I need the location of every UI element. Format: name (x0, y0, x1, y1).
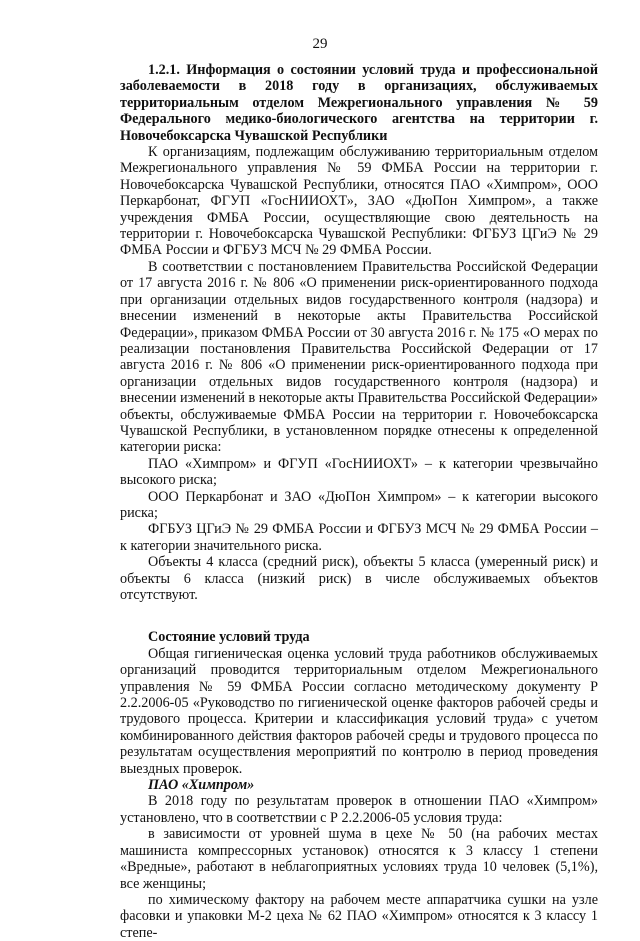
paragraph-absent-classes: Объекты 4 класса (средний риск), объекты 5 класса (умеренный риск) и объекты 6 класса (низкий риск) в числе обслуживаемых объектов отсутствуют. (120, 554, 598, 603)
paragraph-noise-factor: в зависимости от уровней шума в цехе № 50 (на рабочих местах машиниста компрессорных установок) относятся к 3 классу 1 степени «Вредные», работают в неблагоприятных условиях труда 10 человек (5,1%), все женщины; (120, 826, 598, 892)
paragraph-organizations: К организациям, подлежащим обслуживанию территориальным отделом Межрегионального управления № 59 ФМБА России на территории г. Новочебоксарска Чувашской Республики, относятся ПАО «Химпром», ООО Перкарбонат, ФГУП «ГосНИИОХТ», ЗАО «ДюПон Химпром», а также учреждения ФМБА России, осуществляющие свою деятельность на территории г. Новочебоксарска Чувашской Республики: ФГБУЗ ЦГиЭ № 29 ФМБА России и ФГБУЗ МСЧ № 29 ФМБА России. (120, 144, 598, 259)
paragraph-risk-regulation: В соответствии с постановлением Правительства Российской Федерации от 17 августа 2016 г. № 806 «О применении риск-ориентированного подхода при организации отдельных видов государственного контроля (надзора) и внесении изменений в некоторые акты Правительства Российской Федерации», приказом ФМБА России от 30 августа 2016 г. № 175 «О мерах по реализации постановления Правительства Российской Федерации от 17 августа 2016 г. № 806 «О применении риск-ориентированного подхода при организации отдельных видов государственного контроля (надзора) и внесении изменений в некоторые акты Правительства Российской Федерации» объекты, обслуживаемые ФМБА России на территории г. Новочебоксарска Чувашской Республики, в установленном порядке отнесены к определенной категории риска: (120, 258, 598, 456)
paragraph-significant-risk: ФГБУЗ ЦГиЭ № 29 ФМБА России и ФГБУЗ МСЧ № 29 ФМБА России – к категории значительного риска. (120, 521, 598, 554)
page-number: 29 (312, 36, 328, 52)
document-body (120, 62, 598, 941)
paragraph-chemical-factor: по химическому фактору на рабочем месте аппаратчика сушки на узле фасовки и упаковки М-2 цеха № 62 ПАО «Химпром» относятся к 3 классу 1 степе- (120, 891, 598, 941)
subsection-title: Состояние условий труда (148, 629, 310, 646)
section-title: 1.2.1. Информация о состоянии условий труда и профессиональной заболеваемости в 2018 году в организациях, обслуживаемых территориальным отделом Межрегионального управления № 59 Федерального медико-биологического агентства на территории г. Новочебоксарска Чувашской Республики (120, 62, 598, 144)
paragraph-high-risk: ООО Перкарбонат и ЗАО «ДюПон Химпром» – к категории высокого риска; (120, 488, 598, 521)
paragraph-extreme-risk: ПАО «Химпром» и ФГУП «ГосНИИОХТ» – к категории чрезвычайно высокого риска; (120, 455, 598, 489)
company-title: ПАО «Химпром» (148, 777, 255, 794)
paragraph-inspection-results: В 2018 году по результатам проверок в отношении ПАО «Химпром» установлено, что в соответствии с Р 2.2.2006-05 условия труда: (120, 793, 598, 826)
paragraph-hygienic-assessment: Общая гигиеническая оценка условий труда работников обслуживаемых организаций проводится территориальным отделом Межрегионального управления № 59 ФМБА России согласно методическому документу Р 2.2.2006-05 «Руководство по гигиенической оценке факторов рабочей среды и трудового процесса. Критерии и классификация условий труда» с учетом комбинированного действия факторов рабочей среды и трудового процесса по результатам осуществления мероприятий по контролю в период проведения выездных проверок. (120, 645, 598, 777)
